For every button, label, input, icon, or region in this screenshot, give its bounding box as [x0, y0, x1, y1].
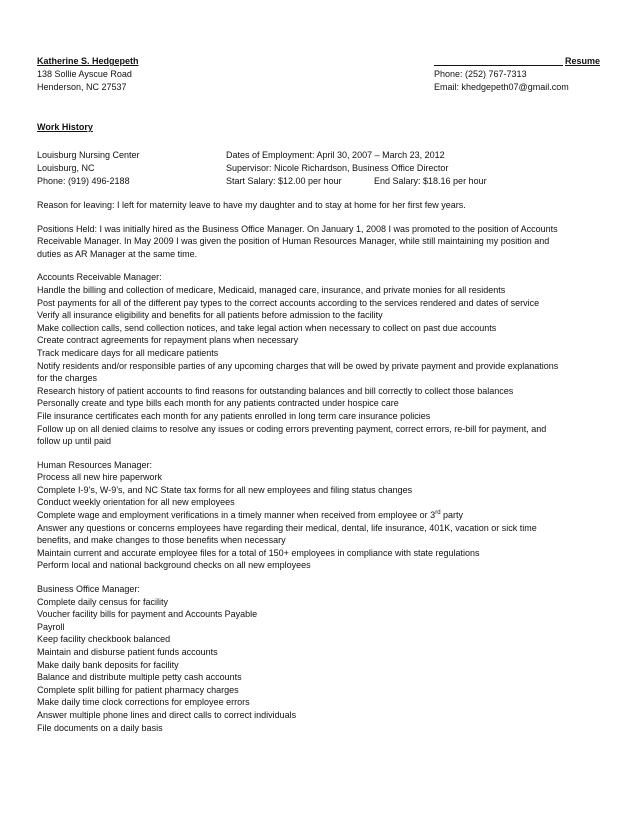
bom-duty: Complete daily census for facility: [37, 596, 169, 607]
bom-duty: Voucher facility bills for payment and Accounts Payable: [37, 609, 258, 620]
ar-duty: Follow up on all denied claims to resolve any issues or coding errors preventing payment, correct errors, re-bill for payment, and: [37, 423, 547, 434]
ar-duty: Make collection calls, send collection notices, and take legal action when necessary to collect on past due accounts: [37, 322, 497, 333]
ar-duty: File insurance certificates each month for any patients enrolled in long term care insurance policies: [37, 410, 431, 421]
resume-underline: [434, 55, 563, 66]
bom-title: Business Office Manager:: [37, 584, 140, 595]
hr-duty: benefits, and make changes to those benefits when necessary: [37, 535, 286, 546]
hr-duty: [37, 509, 600, 522]
start-salary: Start Salary: $12.00 per hour: [226, 176, 342, 186]
employer-block: [37, 149, 600, 188]
ar-manager-section: [37, 271, 600, 447]
employer-city: Louisburg, NC: [37, 163, 95, 173]
bom-section: [37, 583, 600, 734]
header-row-2: [37, 68, 600, 81]
ar-duty: follow up until paid: [37, 436, 112, 447]
bom-duty: Balance and distribute multiple petty cash accounts: [37, 672, 242, 683]
bom-duty: Make daily time clock corrections for employee errors: [37, 697, 250, 708]
ar-manager-title: Accounts Receivable Manager:: [37, 272, 162, 283]
ar-duty: for the charges: [37, 373, 98, 384]
hr-duty: Conduct weekly orientation for all new employees: [37, 497, 235, 508]
bom-duty: Maintain and disburse patient funds accounts: [37, 647, 218, 657]
ar-duty: Create contract agreements for repayment plans when necessary: [37, 335, 299, 346]
bom-duty: Complete split billing for patient pharmacy charges: [37, 684, 239, 695]
email: Email: khedgepeth07@gmail.com: [434, 82, 569, 92]
ar-duty: Post payments for all of the different pay types to the correct accounts according to the services rendered and dates of service: [37, 297, 540, 308]
positions-line: duties as AR Manager at the same time.: [37, 248, 198, 259]
hr-duty: Answer any questions or concerns employees have regarding their medical, dental, life insurance, 401K, vacation or sick time: [37, 522, 537, 533]
end-salary: End Salary: $18.16 per hour: [374, 176, 487, 186]
employer-name: Louisburg Nursing Center: [37, 150, 140, 160]
resume-page: [37, 55, 600, 734]
bom-duty: Answer multiple phone lines and direct calls to correct individuals: [37, 709, 297, 720]
header-row-1: [37, 55, 600, 68]
employer-phone: Phone: (919) 496-2188: [37, 176, 130, 186]
employer-row-2: [37, 162, 600, 175]
address-line-2: Henderson, NC 27537: [37, 82, 127, 92]
phone: Phone: (252) 767-7313: [434, 69, 527, 79]
reason-for-leaving: Reason for leaving: I left for maternity leave to have my daughter and to stay at home for her first few years.: [37, 200, 466, 210]
positions-line: Positions Held: I was initially hired as the Business Office Manager. On January 1, 2008 I was promoted to the position of Accounts: [37, 223, 558, 234]
header-row-3: [37, 81, 600, 94]
positions-line: Receivable Manager. In May 2009 I was given the position of Human Resources Manager, while still maintaining my position and: [37, 236, 550, 247]
candidate-name: Katherine S. Hedgepeth: [37, 56, 139, 66]
address-line-1: 138 Sollie Ayscue Road: [37, 69, 132, 79]
resume-label: Resume: [564, 56, 600, 66]
ar-duty: Research history of patient accounts to find reasons for outstanding balances and bill correctly to collect those balances: [37, 385, 514, 396]
hr-duty-text-end: party: [440, 510, 464, 521]
bom-duty: Payroll: [37, 621, 65, 632]
ar-duty: Notify residents and/or responsible parties of any upcoming charges that will be owed by private payment and provide explanations: [37, 360, 559, 371]
ordinal-suffix: rd: [435, 510, 441, 517]
hr-manager-title: Human Resources Manager:: [37, 459, 153, 470]
positions-held: [37, 223, 600, 261]
hr-duty-text: Complete wage and employment verifications in a timely manner when received from employee or 3: [37, 510, 436, 521]
ar-duty: Track medicare days for all medicare patients: [37, 347, 219, 358]
ar-duty: Verify all insurance eligibility and benefits for all patients before admission to the facility: [37, 310, 383, 321]
employer-row-3: [37, 175, 600, 188]
hr-duty: Complete I-9’s, W-9’s, and NC State tax forms for all new employees and filing status changes: [37, 484, 413, 495]
hr-duty: Process all new hire paperwork: [37, 472, 163, 483]
supervisor: Supervisor: Nicole Richardson, Business Office Director: [226, 163, 449, 173]
employer-row-1: [37, 149, 600, 162]
work-history-title: Work History: [37, 122, 93, 132]
bom-duty: Make daily bank deposits for facility: [37, 659, 179, 670]
ar-duty: Handle the billing and collection of medicare, Medicaid, managed care, insurance, and private monies for all residents: [37, 284, 506, 295]
hr-manager-section: [37, 459, 600, 572]
bom-duty: File documents on a daily basis: [37, 722, 163, 733]
bom-duty: Keep facility checkbook balanced: [37, 634, 171, 645]
resume-label-line: [434, 55, 600, 68]
employment-dates: Dates of Employment: April 30, 2007 – March 23, 2012: [226, 150, 445, 160]
ar-duty: Personally create and type bills each month for any patients contracted under hospice care: [37, 398, 399, 409]
hr-duty: Perform local and national background checks on all new employees: [37, 560, 311, 571]
hr-duty: Maintain current and accurate employee files for a total of 150+ employees in compliance with state regulations: [37, 547, 480, 558]
